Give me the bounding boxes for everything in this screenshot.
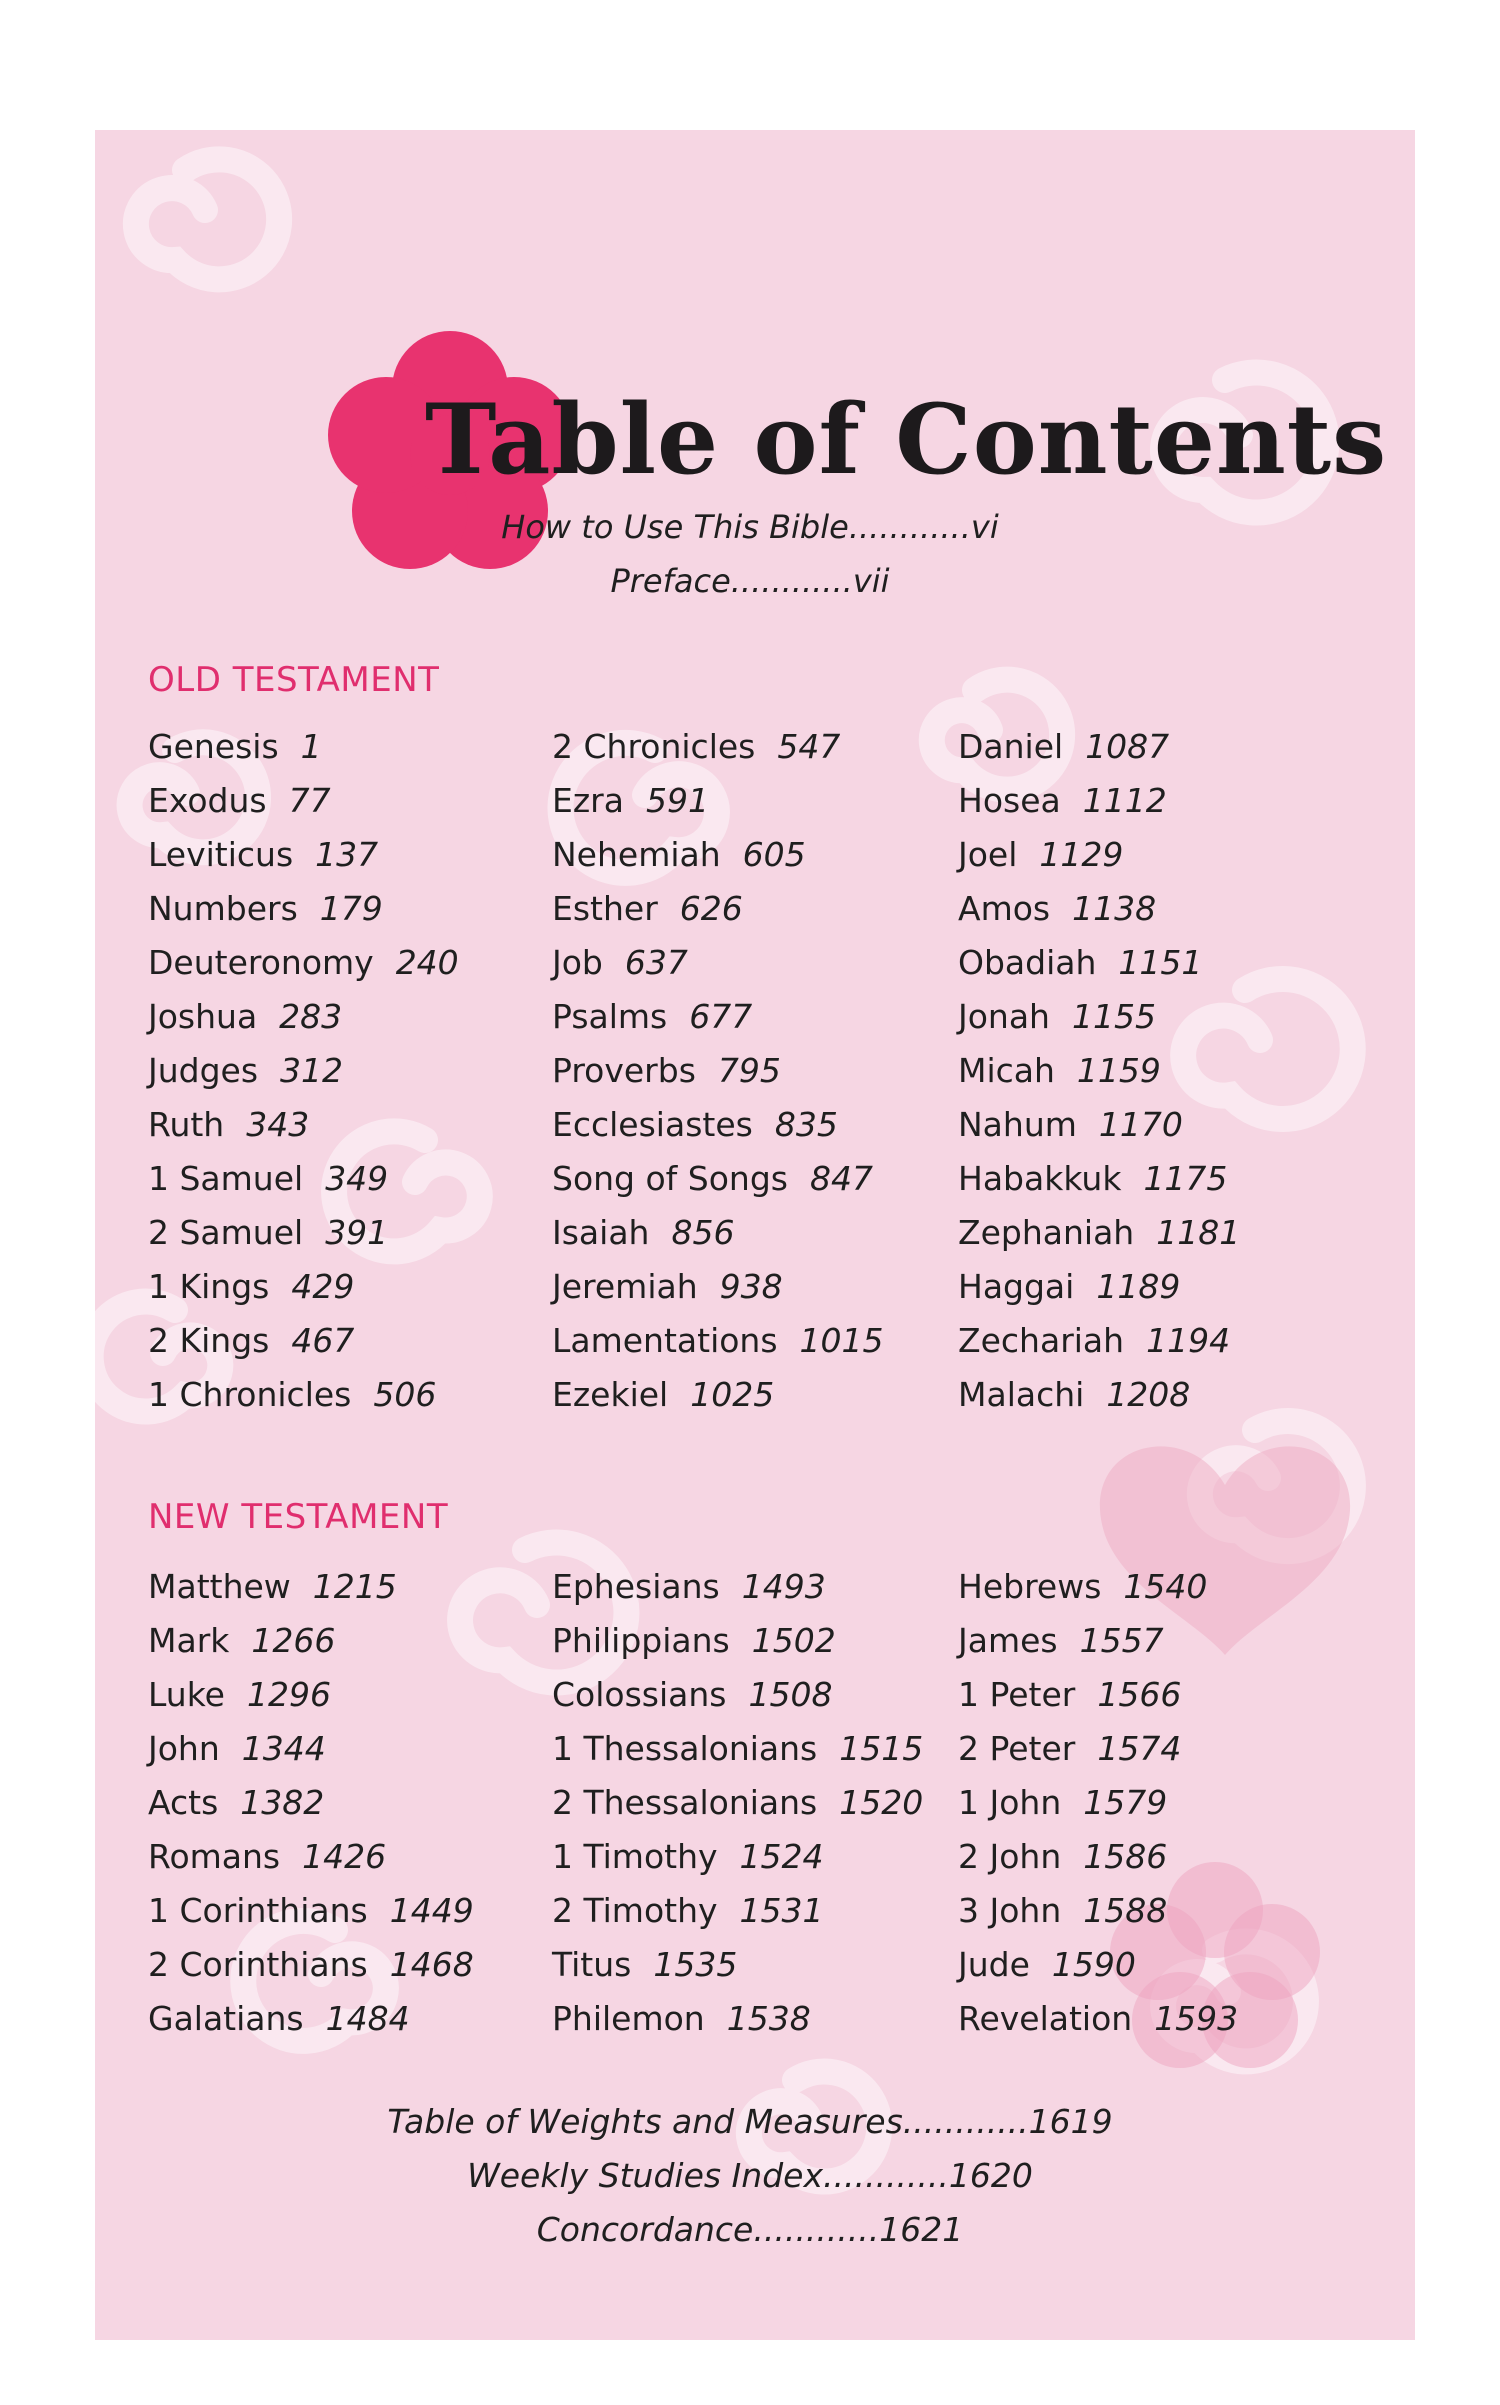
book-entry[interactable]: Amos 1138 bbox=[958, 889, 1157, 928]
book-entry[interactable]: Numbers 179 bbox=[148, 889, 383, 928]
book-entry[interactable]: James 1557 bbox=[958, 1621, 1164, 1660]
book-entry[interactable]: Song of Songs 847 bbox=[552, 1159, 873, 1198]
book-entry[interactable]: Exodus 77 bbox=[148, 781, 331, 820]
book-entry[interactable]: Jonah 1155 bbox=[958, 997, 1156, 1036]
old-testament-column-3 bbox=[958, 720, 1358, 1422]
old-testament-column-1 bbox=[148, 720, 548, 1422]
book-entry[interactable]: 3 John 1588 bbox=[958, 1891, 1168, 1930]
book-entry[interactable]: Ephesians 1493 bbox=[552, 1567, 826, 1606]
book-entry[interactable]: 2 Thessalonians 1520 bbox=[552, 1783, 924, 1822]
book-entry[interactable]: Psalms 677 bbox=[552, 997, 753, 1036]
book-entry[interactable]: Haggai 1189 bbox=[958, 1267, 1181, 1306]
book-entry[interactable]: Luke 1296 bbox=[148, 1675, 331, 1714]
toc-entry-back[interactable]: Concordance............1621 bbox=[536, 2210, 964, 2249]
new-testament-column-2 bbox=[552, 1560, 952, 2046]
book-entry[interactable]: Habakkuk 1175 bbox=[958, 1159, 1228, 1198]
book-entry[interactable]: Colossians 1508 bbox=[552, 1675, 833, 1714]
book-entry[interactable]: Jude 1590 bbox=[958, 1945, 1136, 1984]
front-matter-list bbox=[0, 500, 1500, 608]
book-entry[interactable]: 2 Corinthians 1468 bbox=[148, 1945, 474, 1984]
toc-entry-front[interactable]: Preface............vii bbox=[610, 562, 890, 600]
book-entry[interactable]: Ezra 591 bbox=[552, 781, 709, 820]
new-testament-heading: NEW TESTAMENT bbox=[148, 1497, 449, 1537]
book-entry[interactable]: 2 Chronicles 547 bbox=[552, 727, 841, 766]
book-entry[interactable]: Deuteronomy 240 bbox=[148, 943, 459, 982]
book-entry[interactable]: Judges 312 bbox=[148, 1051, 344, 1090]
book-entry[interactable]: Proverbs 795 bbox=[552, 1051, 781, 1090]
book-entry[interactable]: 1 Corinthians 1449 bbox=[148, 1891, 474, 1930]
book-entry[interactable]: Philemon 1538 bbox=[552, 1999, 811, 2038]
book-entry[interactable]: Nehemiah 605 bbox=[552, 835, 806, 874]
book-entry[interactable]: Obadiah 1151 bbox=[958, 943, 1203, 982]
new-testament-column-1 bbox=[148, 1560, 548, 2046]
book-entry[interactable]: Job 637 bbox=[552, 943, 688, 982]
book-entry[interactable]: Revelation 1593 bbox=[958, 1999, 1239, 2038]
book-entry[interactable]: 1 Thessalonians 1515 bbox=[552, 1729, 924, 1768]
old-testament-column-2 bbox=[552, 720, 952, 1422]
old-testament-heading: OLD TESTAMENT bbox=[148, 660, 440, 700]
back-matter-list bbox=[0, 2095, 1500, 2257]
book-entry[interactable]: 2 Peter 1574 bbox=[958, 1729, 1182, 1768]
book-entry[interactable]: Joshua 283 bbox=[148, 997, 343, 1036]
book-entry[interactable]: Titus 1535 bbox=[552, 1945, 738, 1984]
book-entry[interactable]: Mark 1266 bbox=[148, 1621, 336, 1660]
book-entry[interactable]: Daniel 1087 bbox=[958, 727, 1170, 766]
book-entry[interactable]: 1 Peter 1566 bbox=[958, 1675, 1182, 1714]
book-entry[interactable]: Ecclesiastes 835 bbox=[552, 1105, 838, 1144]
book-entry[interactable]: Galatians 1484 bbox=[148, 1999, 410, 2038]
book-entry[interactable]: Acts 1382 bbox=[148, 1783, 325, 1822]
book-entry[interactable]: 2 Kings 467 bbox=[148, 1321, 355, 1360]
book-entry[interactable]: Isaiah 856 bbox=[552, 1213, 735, 1252]
book-entry[interactable]: Philippians 1502 bbox=[552, 1621, 836, 1660]
book-entry[interactable]: 2 John 1586 bbox=[958, 1837, 1168, 1876]
book-entry[interactable]: 2 Timothy 1531 bbox=[552, 1891, 824, 1930]
new-testament-column-3 bbox=[958, 1560, 1358, 2046]
book-entry[interactable]: Nahum 1170 bbox=[958, 1105, 1183, 1144]
book-entry[interactable]: Zechariah 1194 bbox=[958, 1321, 1231, 1360]
book-entry[interactable]: Jeremiah 938 bbox=[552, 1267, 783, 1306]
book-entry[interactable]: 1 Kings 429 bbox=[148, 1267, 355, 1306]
book-entry[interactable]: 1 John 1579 bbox=[958, 1783, 1168, 1822]
book-entry[interactable]: 1 Chronicles 506 bbox=[148, 1375, 437, 1414]
book-entry[interactable]: Matthew 1215 bbox=[148, 1567, 397, 1606]
book-entry[interactable]: Lamentations 1015 bbox=[552, 1321, 884, 1360]
book-entry[interactable]: Joel 1129 bbox=[958, 835, 1124, 874]
book-entry[interactable]: 2 Samuel 391 bbox=[148, 1213, 389, 1252]
book-entry[interactable]: 1 Timothy 1524 bbox=[552, 1837, 824, 1876]
toc-entry-front[interactable]: How to Use This Bible............vi bbox=[501, 508, 999, 546]
book-entry[interactable]: Zephaniah 1181 bbox=[958, 1213, 1241, 1252]
toc-entry-back[interactable]: Table of Weights and Measures............1619 bbox=[387, 2102, 1113, 2141]
book-entry[interactable]: Leviticus 137 bbox=[148, 835, 379, 874]
toc-entry-back[interactable]: Weekly Studies Index............1620 bbox=[467, 2156, 1033, 2195]
book-entry[interactable]: John 1344 bbox=[148, 1729, 326, 1768]
book-entry[interactable]: Romans 1426 bbox=[148, 1837, 387, 1876]
book-entry[interactable]: Genesis 1 bbox=[148, 727, 322, 766]
book-entry[interactable]: Hebrews 1540 bbox=[958, 1567, 1208, 1606]
book-entry[interactable]: Malachi 1208 bbox=[958, 1375, 1191, 1414]
book-entry[interactable]: 1 Samuel 349 bbox=[148, 1159, 389, 1198]
book-entry[interactable]: Ezekiel 1025 bbox=[552, 1375, 775, 1414]
book-entry[interactable]: Hosea 1112 bbox=[958, 781, 1167, 820]
book-entry[interactable]: Ruth 343 bbox=[148, 1105, 310, 1144]
book-entry[interactable]: Micah 1159 bbox=[958, 1051, 1161, 1090]
book-entry[interactable]: Esther 626 bbox=[552, 889, 743, 928]
page-title: Table of Contents bbox=[425, 383, 1388, 496]
